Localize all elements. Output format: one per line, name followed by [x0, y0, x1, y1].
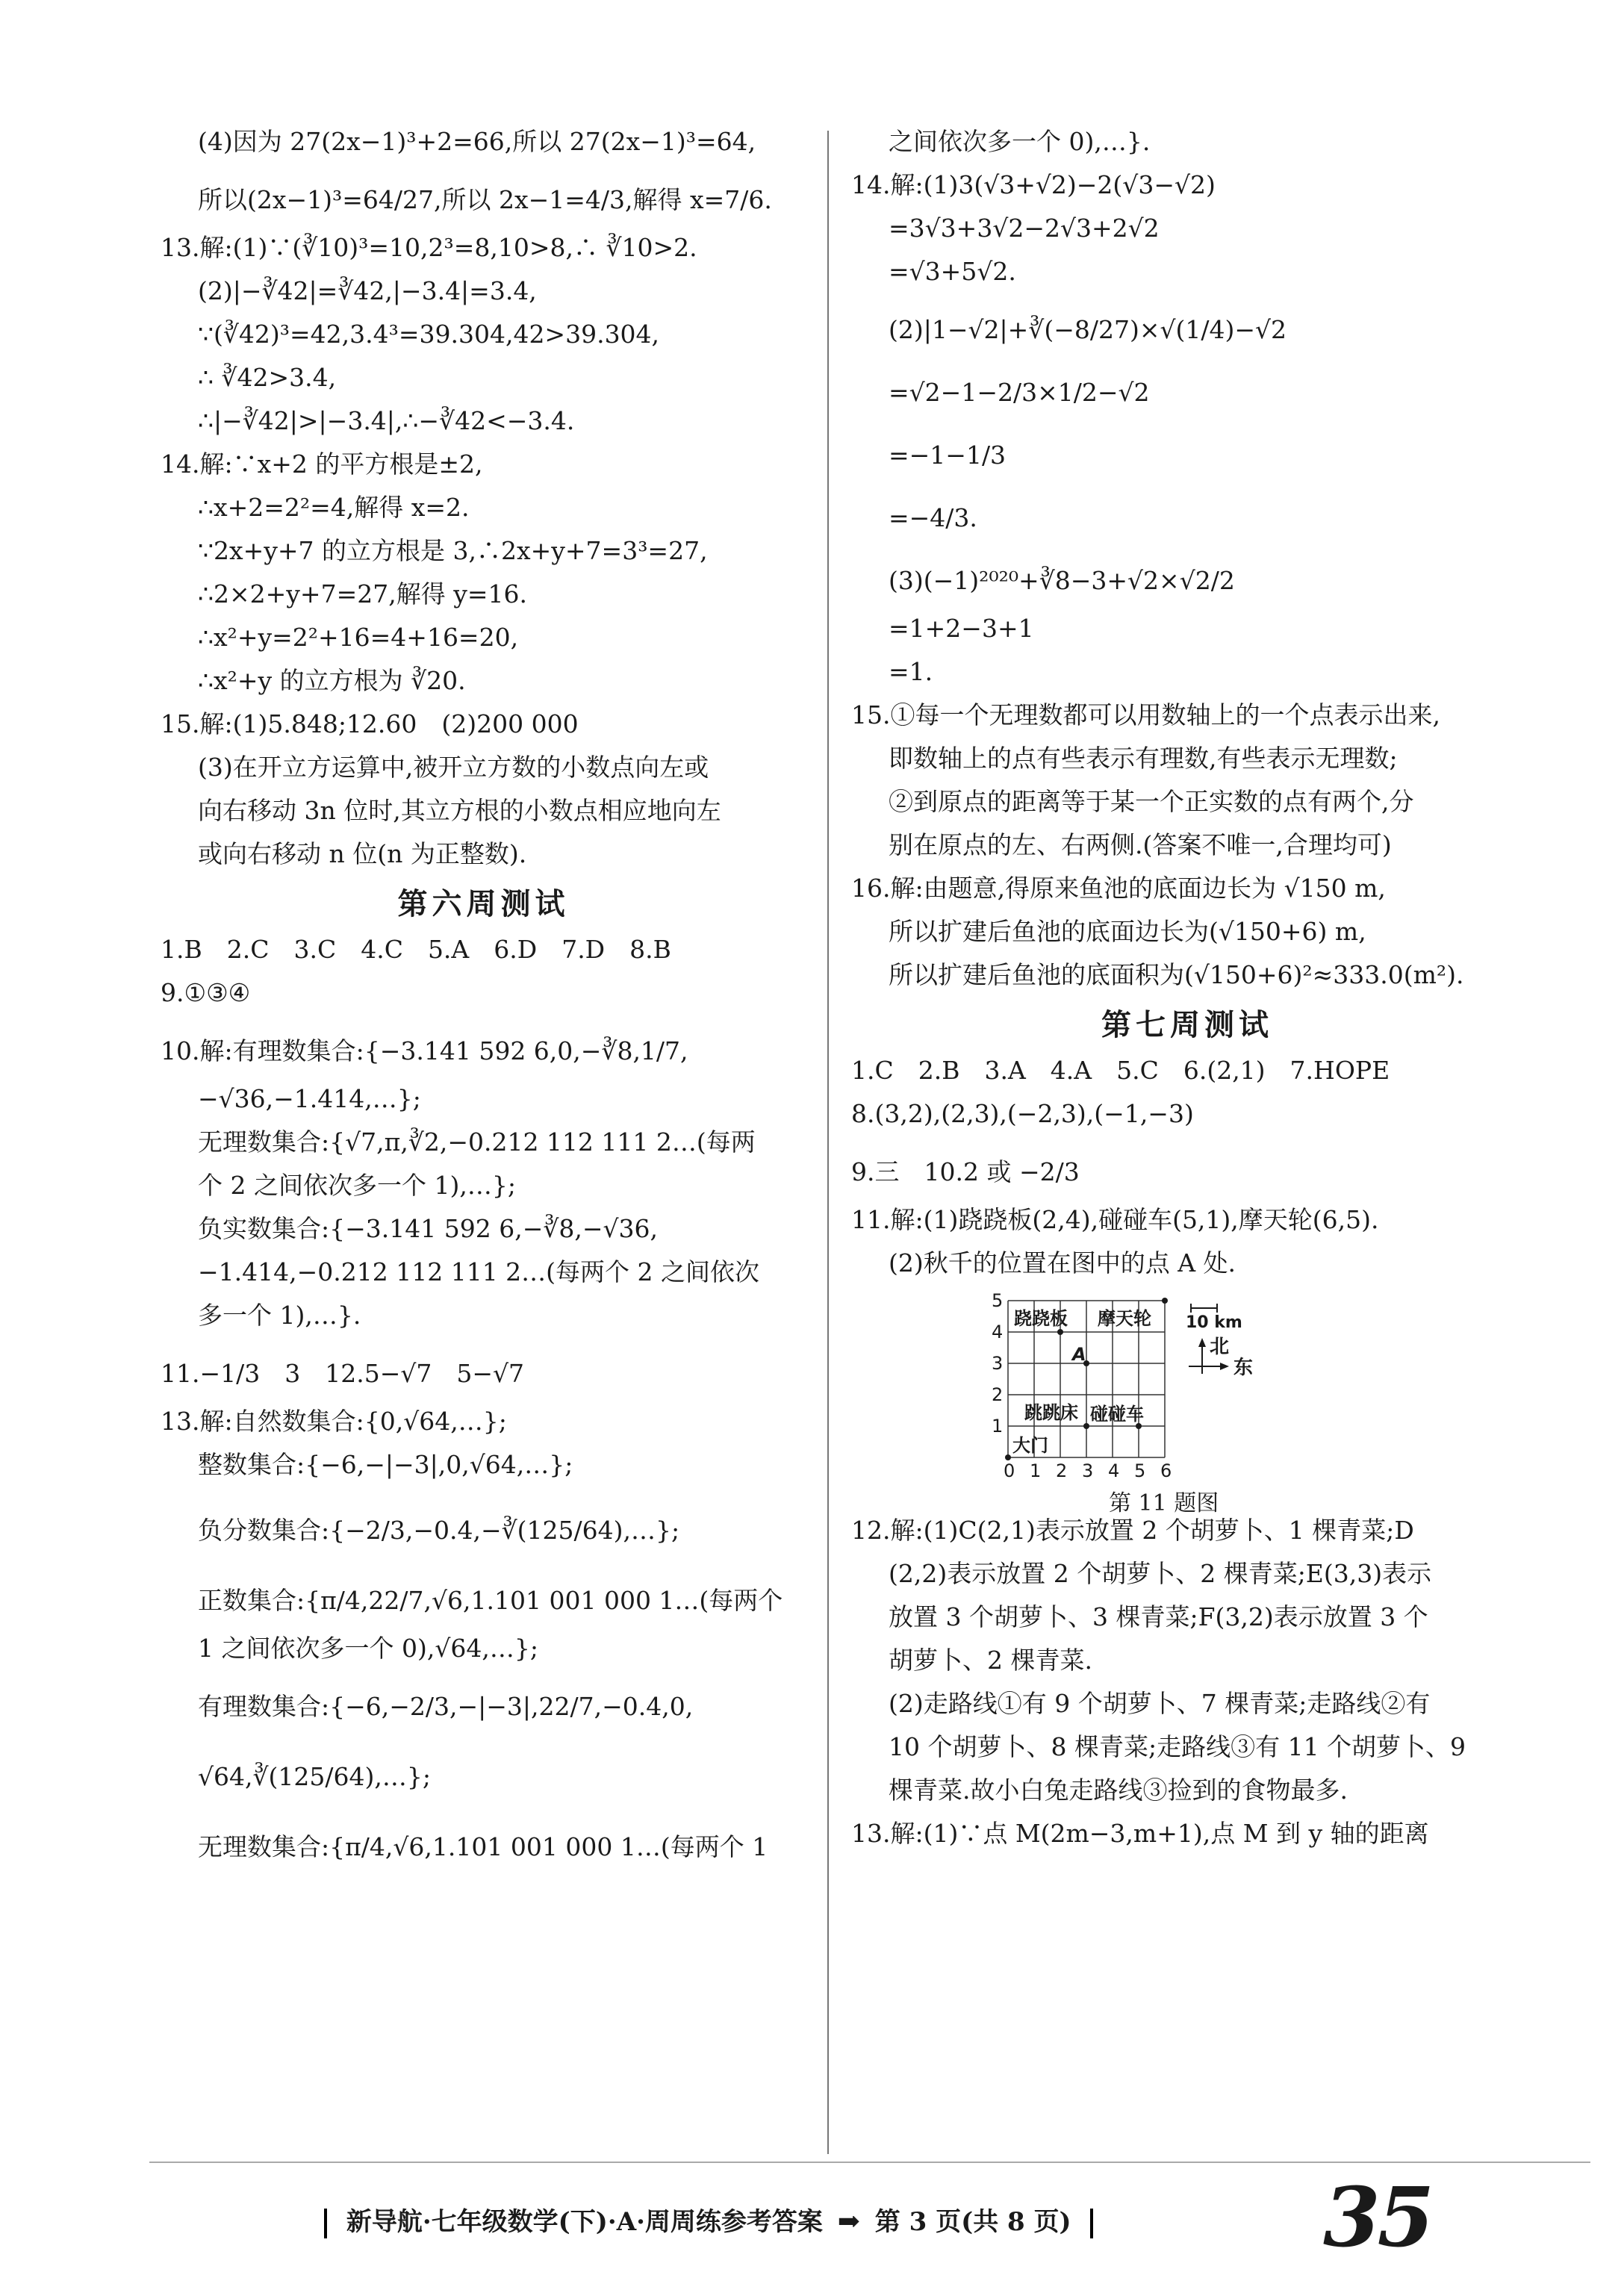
text-line: 有理数集合:{−6,−2/3,−|−3|,22/7,−0.4,0,: [198, 1692, 694, 1721]
text-line: 11.−1/3 3 12.5−√7 5−√7: [161, 1359, 525, 1388]
left-column: [161, 127, 806, 1880]
text-line: 13.解:(1)∵点 M(2m−3,m+1),点 M 到 y 轴的距离: [851, 1819, 1429, 1848]
text-line: 13.解:(1)∵(∛10)³=10,2³=8,10>8,∴ ∛10>2.: [161, 233, 697, 262]
text-line: =3√3+3√2−2√3+2√2: [889, 214, 1160, 243]
footer: [314, 2201, 1104, 2238]
compass: [1186, 1304, 1253, 1379]
text-line: 向右移动 3n 位时,其立方根的小数点相应地向左: [198, 796, 721, 825]
point-trampoline: [1083, 1423, 1089, 1429]
text-line: −1.414,−0.212 112 111 2…(每两个 2 之间依次: [198, 1257, 760, 1286]
text-line: √64,∛(125/64),…};: [198, 1762, 431, 1791]
footer-bar: [1090, 2209, 1093, 2238]
text-line: 所以(2x−1)³=64/27,所以 2x−1=4/3,解得 x=7/6.: [198, 185, 772, 214]
x-tick-label: 1: [1030, 1460, 1042, 1481]
coordinate-grid-figure: [851, 1292, 1523, 1516]
column-divider: [827, 131, 829, 2154]
text-line: 1.B 2.C 3.C 4.C 5.A 6.D 7.D 8.B: [161, 935, 671, 964]
text-line: (2)走路线①有 9 个胡萝卜、7 棵青菜;走路线②有: [889, 1689, 1431, 1718]
text-line: 16.解:由题意,得原来鱼池的底面边长为 √150 m,: [851, 874, 1386, 903]
text-line: 14.解:∵x+2 的平方根是±2,: [161, 449, 483, 479]
text-line: 正数集合:{π/4,22/7,√6,1.101 001 000 1…(每两个: [198, 1586, 783, 1615]
text-line: 1.C 2.B 3.A 4.A 5.C 6.(2,1) 7.HOPE: [851, 1056, 1390, 1085]
text-line: 别在原点的左、右两侧.(答案不唯一,合理均可): [889, 830, 1392, 859]
label-gate: 大门: [1012, 1435, 1048, 1456]
text-line: 胡萝卜、2 棵青菜.: [889, 1646, 1092, 1675]
text-line: =√3+5√2.: [889, 257, 1016, 286]
y-tick-label: 4: [992, 1322, 1004, 1342]
figure-caption: 第 11 题图: [1109, 1490, 1219, 1516]
text-line: (4)因为 27(2x−1)³+2=66,所以 27(2x−1)³=64,: [198, 127, 756, 156]
text-line: =−1−1/3: [889, 441, 1007, 470]
text-line: (2)秋千的位置在图中的点 A 处.: [889, 1248, 1236, 1277]
y-tick-label: 1: [992, 1416, 1004, 1437]
text-line: ∴x²+y 的立方根为 ∛20.: [198, 666, 466, 695]
text-line: =1+2−3+1: [889, 614, 1034, 643]
text-line: 个 2 之间依次多一个 1),…};: [198, 1171, 516, 1200]
point-ferris-wheel: [1162, 1298, 1168, 1304]
text-line: (2)|−∛42|=∛42,|−3.4|=3.4,: [198, 276, 537, 305]
text-line: ∴ ∛42>3.4,: [198, 363, 337, 392]
text-line: 棵青菜.故小白兔走路线③捡到的食物最多.: [889, 1776, 1348, 1805]
text-line: 9.①③④: [161, 978, 251, 1007]
text-line: 12.解:(1)C(2,1)表示放置 2 个胡萝卜、1 棵青菜;D: [851, 1516, 1414, 1545]
text-line: 13.解:自然数集合:{0,√64,…};: [161, 1407, 507, 1436]
text-line: (3)在开立方运算中,被开立方数的小数点向左或: [198, 753, 709, 782]
y-tick-label: 5: [992, 1292, 1004, 1311]
label-bumper-car: 碰碰车: [1090, 1404, 1144, 1425]
text-line: 负实数集合:{−3.141 592 6,−∛8,−√36,: [198, 1214, 659, 1243]
right-column: [851, 127, 1523, 1862]
scale-label: 10 km: [1186, 1313, 1242, 1332]
label-seesaw: 跷跷板: [1014, 1308, 1068, 1329]
text-line: (3)(−1)²⁰²⁰+∛8−3+√2×√2/2: [889, 566, 1235, 595]
grid-svg: [851, 1292, 1523, 1486]
text-line: 负分数集合:{−2/3,−0.4,−∛(125/64),…};: [198, 1516, 680, 1545]
x-tick-label: 6: [1160, 1460, 1172, 1481]
text-line: 10.解:有理数集合:{−3.141 592 6,0,−∛8,1/7,: [161, 1036, 688, 1065]
text-line: ∵(∛42)³=42,3.4³=39.304,42>39.304,: [198, 320, 660, 349]
label-point-a: A: [1072, 1344, 1086, 1365]
text-line: 所以扩建后鱼池的底面边长为(√150+6) m,: [889, 917, 1366, 946]
label-ferris-wheel: 摩天轮: [1098, 1308, 1151, 1329]
page-number: 35: [1323, 2169, 1432, 2265]
footer-title: 新导航·七年级数学(下)·A·周周练参考答案: [346, 2207, 823, 2237]
label-trampoline: 跳跳床: [1024, 1402, 1078, 1423]
text-line: 无理数集合:{√7,π,∛2,−0.212 112 111 2…(每两: [198, 1127, 756, 1157]
arrow-right-icon: ➡: [837, 2206, 860, 2237]
section-heading-week6: 第六周测试: [397, 886, 570, 921]
text-line: 14.解:(1)3(√3+√2)−2(√3−√2): [851, 170, 1216, 199]
y-tick-label: 2: [992, 1384, 1004, 1405]
text-line: 整数集合:{−6,−|−3|,0,√64,…};: [198, 1450, 573, 1479]
text-line: 或向右移动 n 位(n 为正整数).: [198, 839, 527, 868]
text-line: (2,2)表示放置 2 个胡萝卜、2 棵青菜;E(3,3)表示: [889, 1559, 1432, 1588]
text-line: =−4/3.: [889, 503, 977, 532]
section-heading-week7: 第七周测试: [1101, 1007, 1273, 1042]
footer-page-info: 第 3 页(共 8 页): [874, 2207, 1071, 2237]
text-line: 10 个胡萝卜、8 棵青菜;走路线③有 11 个胡萝卜、9: [889, 1732, 1466, 1761]
x-tick-label: 0: [1004, 1460, 1015, 1481]
place-labels: [1012, 1308, 1151, 1456]
text-line: 多一个 1),…}.: [198, 1301, 361, 1330]
text-line: 无理数集合:{π/4,√6,1.101 001 000 1…(每两个 1: [198, 1832, 768, 1861]
north-label: 北: [1210, 1336, 1230, 1358]
text-line: 15.解:(1)5.848;12.60 (2)200 000: [161, 709, 579, 738]
x-tick-label: 2: [1056, 1460, 1068, 1481]
text-line: =1.: [889, 657, 933, 686]
text-line: 所以扩建后鱼池的底面积为(√150+6)²≈333.0(m²).: [889, 960, 1464, 989]
text-line: 放置 3 个胡萝卜、3 棵青菜;F(3,2)表示放置 3 个: [889, 1602, 1428, 1631]
footer-bar: [324, 2209, 327, 2238]
text-line: ∴|−∛42|>|−3.4|,∴−∛42<−3.4.: [198, 406, 575, 435]
text-line: ∴x²+y=2²+16=4+16=20,: [198, 623, 519, 652]
text-line: −√36,−1.414,…};: [198, 1084, 421, 1113]
text-line: ②到原点的距离等于某一个正实数的点有两个,分: [889, 787, 1414, 816]
text-line: 即数轴上的点有些表示有理数,有些表示无理数;: [889, 744, 1398, 773]
point-gate: [1005, 1454, 1011, 1460]
text-line: 15.①每一个无理数都可以用数轴上的一个点表示出来,: [851, 700, 1440, 729]
text-line: 8.(3,2),(2,3),(−2,3),(−1,−3): [851, 1099, 1194, 1128]
text-line: ∴x+2=2²=4,解得 x=2.: [198, 493, 470, 522]
text-line: 之间依次多一个 0),…}.: [889, 127, 1151, 156]
text-line: ∴2×2+y+7=27,解得 y=16.: [198, 579, 527, 609]
east-label: 东: [1233, 1357, 1254, 1379]
x-tick-label: 3: [1082, 1460, 1094, 1481]
text-line: 9.三 10.2 或 −2/3: [851, 1157, 1080, 1186]
x-tick-label: 5: [1134, 1460, 1146, 1481]
text-line: 11.解:(1)跷跷板(2,4),碰碰车(5,1),摩天轮(6,5).: [851, 1205, 1379, 1234]
text-line: ∵2x+y+7 的立方根是 3,∴2x+y+7=3³=27,: [198, 536, 708, 565]
text-line: (2)|1−√2|+∛(−8/27)×√(1/4)−√2: [889, 315, 1287, 344]
x-tick-label: 4: [1108, 1460, 1120, 1481]
y-tick-label: 3: [992, 1353, 1004, 1374]
point-seesaw: [1057, 1329, 1063, 1335]
footer-rule: [149, 2162, 1590, 2163]
text-line: 1 之间依次多一个 0),√64,…};: [198, 1634, 538, 1663]
text-line: =√2−1−2/3×1/2−√2: [889, 378, 1150, 407]
